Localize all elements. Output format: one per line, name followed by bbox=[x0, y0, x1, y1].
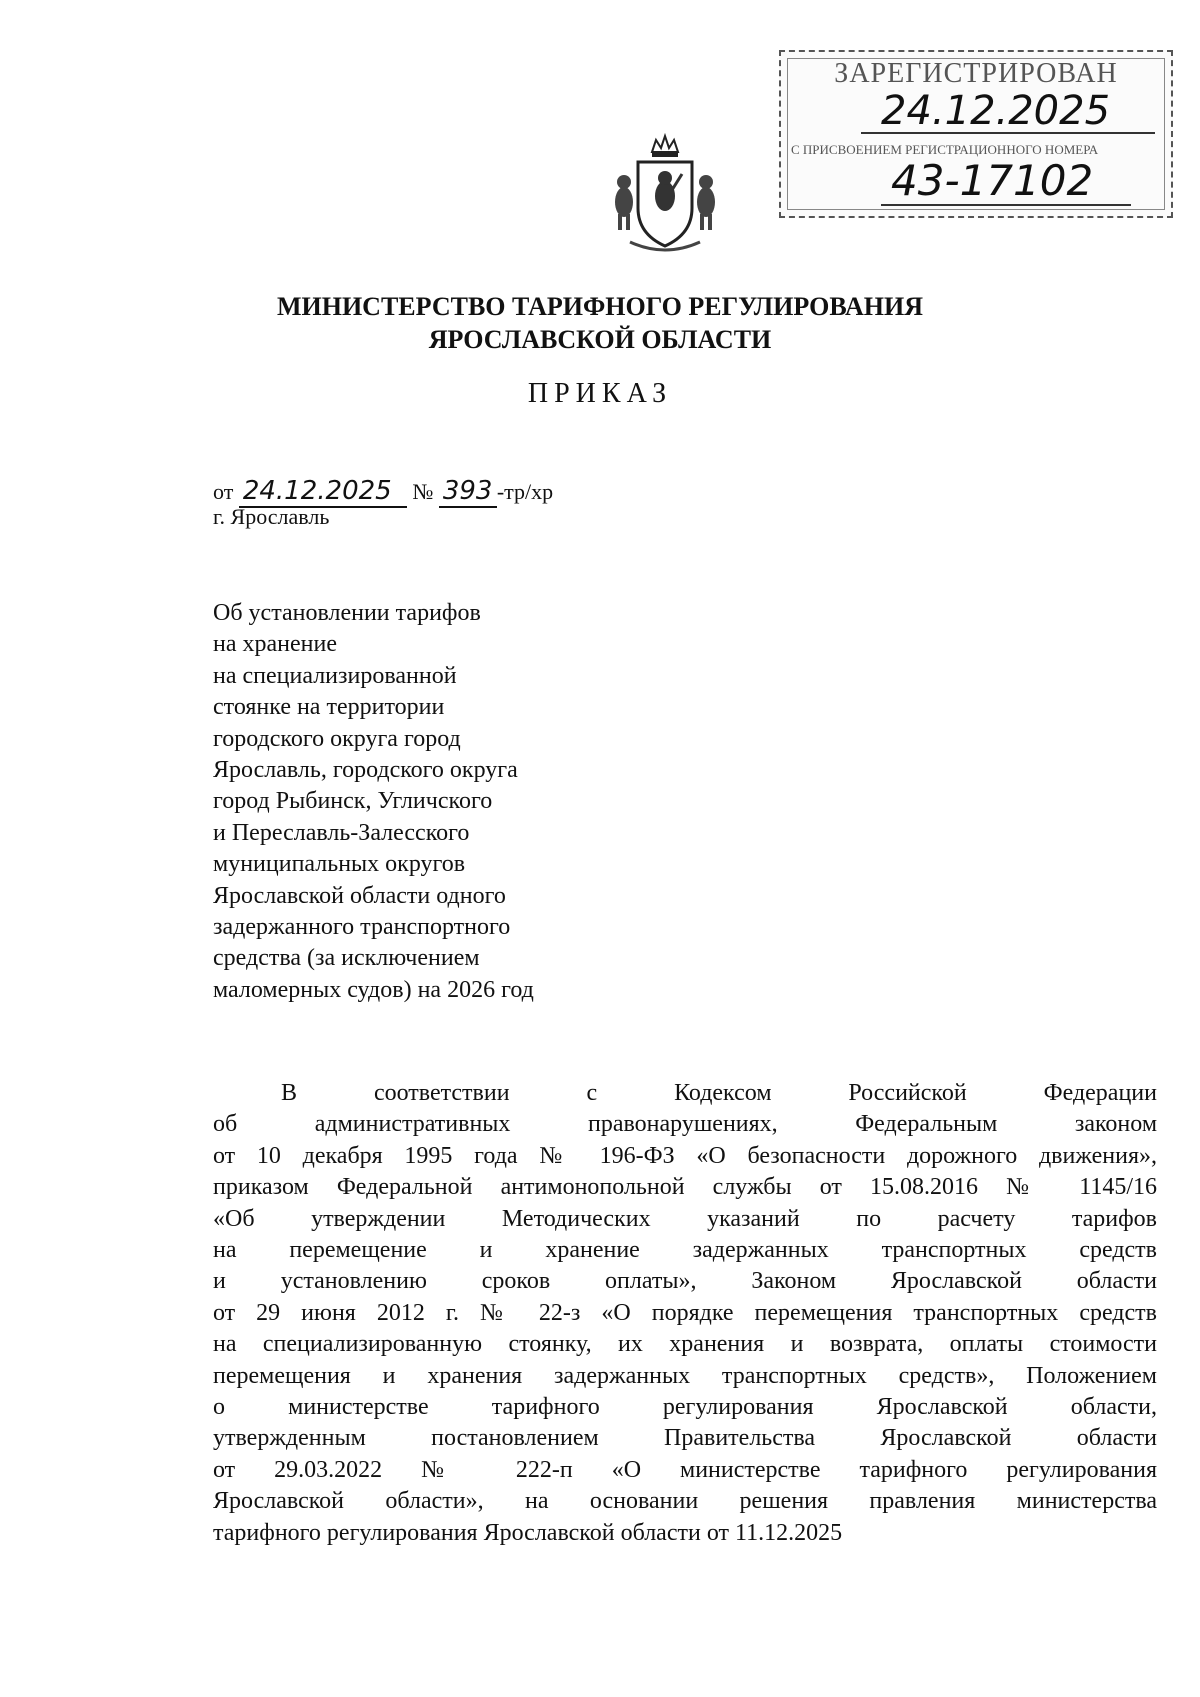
body-line: на перемещение и хранение задержанных транспортных средств bbox=[213, 1237, 1157, 1264]
body-line: на специализированную стоянку, их хранения и возврата, оплаты стоимости bbox=[213, 1331, 1157, 1358]
subject-line: на специализированной bbox=[213, 662, 457, 689]
order-date-prefix: от bbox=[213, 479, 234, 504]
order-number-suffix: -тр/хр bbox=[496, 479, 554, 504]
subject-line: средства (за исключением bbox=[213, 945, 480, 972]
subject-line: стоянке на территории bbox=[213, 694, 445, 721]
stamp-date: 24.12.2025 bbox=[881, 88, 1111, 134]
subject-line: городского округа город bbox=[213, 725, 461, 752]
body-line: от 29.03.2022 № 222-п «О министерстве тарифного регулирования bbox=[213, 1456, 1157, 1483]
subject-line: задержанного транспортного bbox=[213, 914, 511, 941]
ministry-line-1: МИНИСТЕРСТВО ТАРИФНОГО РЕГУЛИРОВАНИЯ bbox=[276, 292, 924, 321]
body-line: тарифного регулирования Ярославской области от 11.12.2025 bbox=[213, 1519, 843, 1546]
subject-line: муниципальных округов bbox=[213, 851, 466, 878]
order-number-sign: № bbox=[412, 479, 434, 504]
order-number-handwritten: 393 bbox=[439, 476, 497, 508]
order-city: г. Ярославль bbox=[213, 504, 330, 529]
stamp-underline bbox=[861, 132, 1155, 134]
stamp-caption: С ПРИСВОЕНИЕМ РЕГИСТРАЦИОННОГО НОМЕРА bbox=[791, 142, 1099, 157]
subject-line: и Переславль-Залесского bbox=[213, 819, 470, 846]
document-type: ПРИКАЗ bbox=[527, 378, 673, 409]
ministry-line-2: ЯРОСЛАВСКОЙ ОБЛАСТИ bbox=[428, 325, 772, 354]
subject-line: Ярославль, городского округа bbox=[213, 757, 518, 784]
subject-line: город Рыбинск, Угличского bbox=[213, 788, 493, 815]
body-line: приказом Федеральной антимонопольной службы от 15.08.2016 № 1145/16 bbox=[213, 1174, 1157, 1201]
order-date-handwritten: 24.12.2025 bbox=[239, 476, 407, 508]
body-line: об административных правонарушениях, Федеральным законом bbox=[213, 1111, 1157, 1138]
subject-line: на хранение bbox=[213, 631, 337, 658]
stamp-title: ЗАРЕГИСТРИРОВАН bbox=[834, 58, 1118, 89]
registration-stamp bbox=[779, 50, 1173, 218]
body-line: Ярославской области», на основании решения правления министерства bbox=[213, 1488, 1157, 1515]
subject-line: маломерных судов) на 2026 год bbox=[213, 976, 534, 1003]
body-line: и установлению сроков оплаты», Законом Ярославской области bbox=[213, 1268, 1157, 1295]
stamp-underline bbox=[881, 204, 1131, 206]
subject-line: Об установлении тарифов bbox=[213, 600, 481, 626]
order-body-paragraph bbox=[213, 1078, 1157, 1549]
body-line: от 29 июня 2012 г. № 22-з «О порядке перемещения транспортных средств bbox=[213, 1299, 1157, 1326]
body-line: от 10 декабря 1995 года № 196-ФЗ «О безопасности дорожного движения», bbox=[213, 1142, 1157, 1169]
stamp-registration-number: 43-17102 bbox=[891, 156, 1094, 205]
order-subject bbox=[213, 598, 534, 1006]
body-line: В соответствии с Кодексом Российской Федерации bbox=[281, 1080, 1157, 1106]
body-line: перемещения и хранения задержанных транспортных средств», Положением bbox=[213, 1362, 1157, 1389]
ministry-name bbox=[0, 290, 1200, 356]
body-line: «Об утверждении Методических указаний по расчету тарифов bbox=[213, 1205, 1157, 1232]
coat-of-arms-icon bbox=[610, 130, 720, 260]
body-line: утвержденным постановлением Правительства Ярославской области bbox=[213, 1425, 1157, 1452]
subject-line: Ярославской области одного bbox=[213, 882, 506, 909]
body-line: о министерстве тарифного регулирования Ярославской области, bbox=[213, 1394, 1157, 1421]
